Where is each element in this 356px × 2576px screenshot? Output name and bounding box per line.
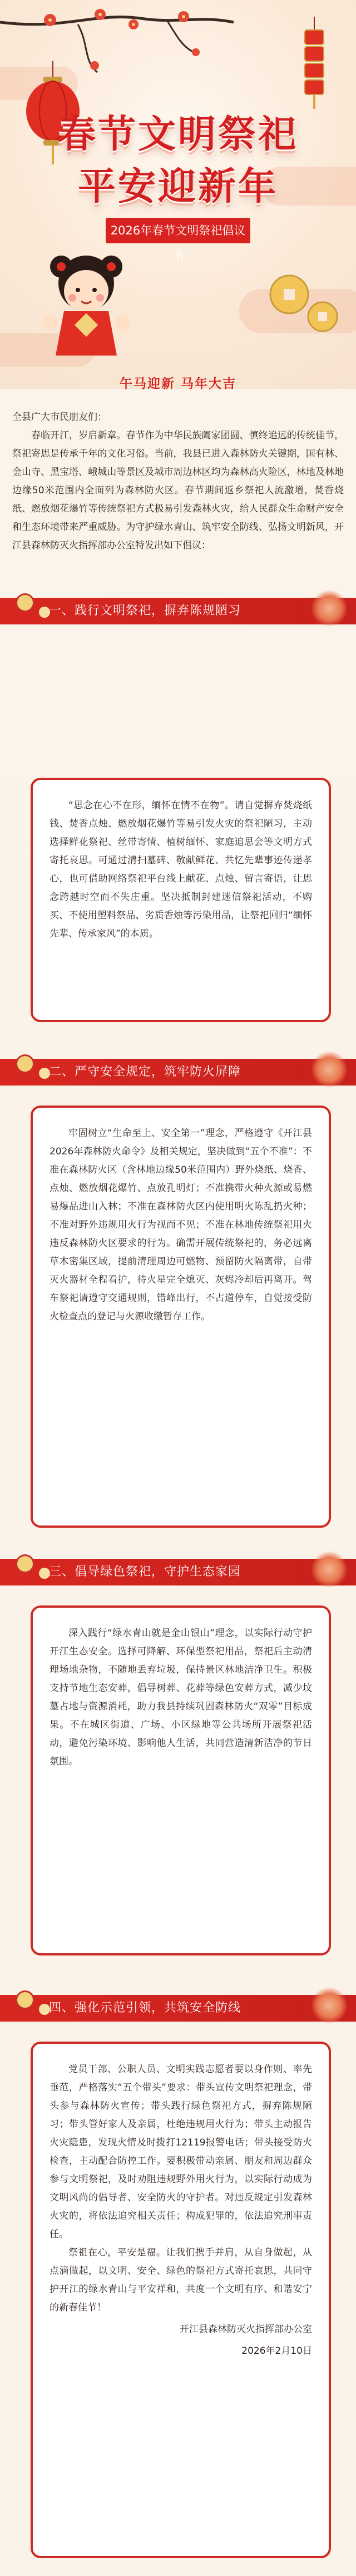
slogan: 午马迎新 马年大吉 <box>119 377 236 391</box>
intro-section <box>0 397 356 555</box>
section-paragraph: “思念在心不在形，缅怀在情不在物”。请自觉摒弃焚烧纸钱、焚香点烛、燃放烟花爆竹等易引发火灾的祭祀陋习，主动选择鲜花祭祀、丝带寄情、植树缅怀、家庭追思会等文明方式寄托哀思。可通过清扫墓碑、敬献鲜花、共忆先辈事迹传递孝心，也可借助网络祭祀平台线上献花、点烛、留言寄语，让思念跨越时空而不失庄重。坚决抵制封建迷信祭祀活动，不购买、不使用塑料祭品、劣质香烛等污染用品，让祭祀回归“缅怀先辈、传承家风”的本质。 <box>50 800 312 939</box>
hero-title-line1: 春节文明祭祀 <box>57 113 298 157</box>
section-header-1 <box>0 589 356 631</box>
corner-decoration-icon <box>312 1050 347 1089</box>
corner-decoration-icon <box>312 1986 347 2025</box>
ornament-icon <box>39 1068 50 1079</box>
signature-date: 2026年2月10日 <box>241 2345 312 2357</box>
ornament-icon <box>39 607 50 618</box>
section-card-1 <box>31 778 331 1022</box>
section-card-3 <box>31 1605 331 1955</box>
ornament-icon <box>16 593 34 612</box>
coin-decoration-icon <box>261 261 345 344</box>
signature-org: 开江县森林防灭火指挥部办公室 <box>180 2324 312 2335</box>
section-title: 二、严守安全规定，筑牢防火屏障 <box>49 1065 241 1079</box>
ornament-icon <box>16 1054 34 1073</box>
ornament-icon <box>16 1990 34 2009</box>
section-title: 一、践行文明祭祀，摒弃陈规陋习 <box>49 604 241 618</box>
firecracker-icon <box>289 17 339 111</box>
section-header-4 <box>0 1986 356 2028</box>
section-paragraph: 牢固树立“生命至上、安全第一”理念，严格遵守《开江县2026年森林防火命令》及相关规定，坚决做到“五个不准”：不准在森林防火区（含林地边缘50米范围内）野外烧纸、烧香、点烛、燃放烟花爆竹、点放孔明灯；不准携带火种火源或易燃易爆品进山入林；不准在森林防火区内使用明火陈乱扔火种；不准对野外违规用火行为视而不见；不准在林地传统祭祀用火违反森林防火区要求的行为。确需开展传统祭祀的，务必远离草木密集区域，提前清理周边可燃物、预留防火隔离带，自带灭火器材全程看护，待火星完全熄灭、灰烬冷却后再离开。驾车祭祀请遵守交通规则，错峰出行，不占道停车，自觉接受防火检查点的登记与火源收缴暂存工作。 <box>50 1128 312 1322</box>
hero-banner <box>0 0 356 389</box>
section-title: 三、倡导绿色祭祀，守护生态家园 <box>49 1565 241 1579</box>
section-paragraph: 深入践行“绿水青山就是金山银山”理念，以实际行动守护开江生态安全。选择可降解、环保型祭祀用品，祭祀后主动清理场地杂物，不随地丢弃垃圾，保持景区林地洁净卫生。积极支持节地生态安葬，倡导树葬、花葬等绿色安葬方式，减少坟墓占地与资源消耗，助力我县持续巩固森林防火“双零”目标成果。不在城区街道、广场、小区绿地等公共场所开展祭祀活动，避免污染环境、影响他人生活，共同营造清新洁净的节日氛围。 <box>50 1628 312 1767</box>
section-header-3 <box>0 1550 356 1592</box>
ornament-icon <box>39 2004 50 2015</box>
ornament-icon <box>39 1568 50 1579</box>
corner-decoration-icon <box>312 589 347 628</box>
section-paragraph: 祭祖在心，平安是福。让我们携手并肩，从自身做起，从点滴做起，以文明、安全、绿色的祭祀方式寄托哀思，共同守护开江的绿水青山与平安祥和，共度一个文明有序、和谐安宁的新春佳节！ <box>50 2247 312 2313</box>
hero-title-line2: 平安迎新年 <box>77 165 278 209</box>
section-title: 四、强化示范引领，共筑安全防线 <box>49 2001 241 2015</box>
greeting: 全县广大市民朋友们： <box>12 412 107 423</box>
section-header-2 <box>0 1050 356 1092</box>
section-card-4 <box>31 2042 331 2558</box>
corner-decoration-icon <box>312 1550 347 1589</box>
girl-illustration-icon <box>33 244 139 361</box>
ornament-icon <box>16 1554 34 1573</box>
subtitle-ribbon: 2026年春节文明祭祀倡议书 <box>106 218 250 243</box>
section-paragraph: 党员干部、公职人员、文明实践志愿者要以身作则、率先垂范，严格落实“五个带头”要求：带头宣传文明祭祀理念，带头参与森林防火宣传；带头践行绿色祭祀方式，摒弃陈规陋习；带头管好家人及亲属，杜绝违规用火行为；带头主动报告火灾隐患，发现火情及时拨打12119报警电话；带头接受防火检查，主动配合防控工作。要积极带动亲属、朋友和周边群众参与文明祭祀，及时劝阻违规野外用火行为，以实际行动成为文明风尚的倡导者、安全防火的守护者。对违反规定引发森林火灾的，将依法追究相关责任；构成犯罪的，依法追究刑事责任。 <box>50 2064 312 2240</box>
intro-paragraph: 春临开江，岁启新章。春节作为中华民族阖家团圆、慎终追远的传统佳节，祭祀寄思是传承千年的文化习俗。当前，我县已进入森林防火关键期，国有林、金山寺、黑宝塔、峨城山等景区及城市周边林区均为森林高火险区，林地及林地边缘50米范围内全面列为森林防火区。春节期间返乡祭祀人流激增，焚香烧纸、燃放烟花爆竹等传统祭祀方式极易引发森林火灾，给人民群众生命财产安全和生态环境带来严重威胁。为守护绿水青山、筑牢安全防线、弘扬文明新风，开江县森林防灭火指挥部办公室特发出如下倡议： <box>12 430 344 551</box>
section-card-2 <box>31 1106 331 1528</box>
